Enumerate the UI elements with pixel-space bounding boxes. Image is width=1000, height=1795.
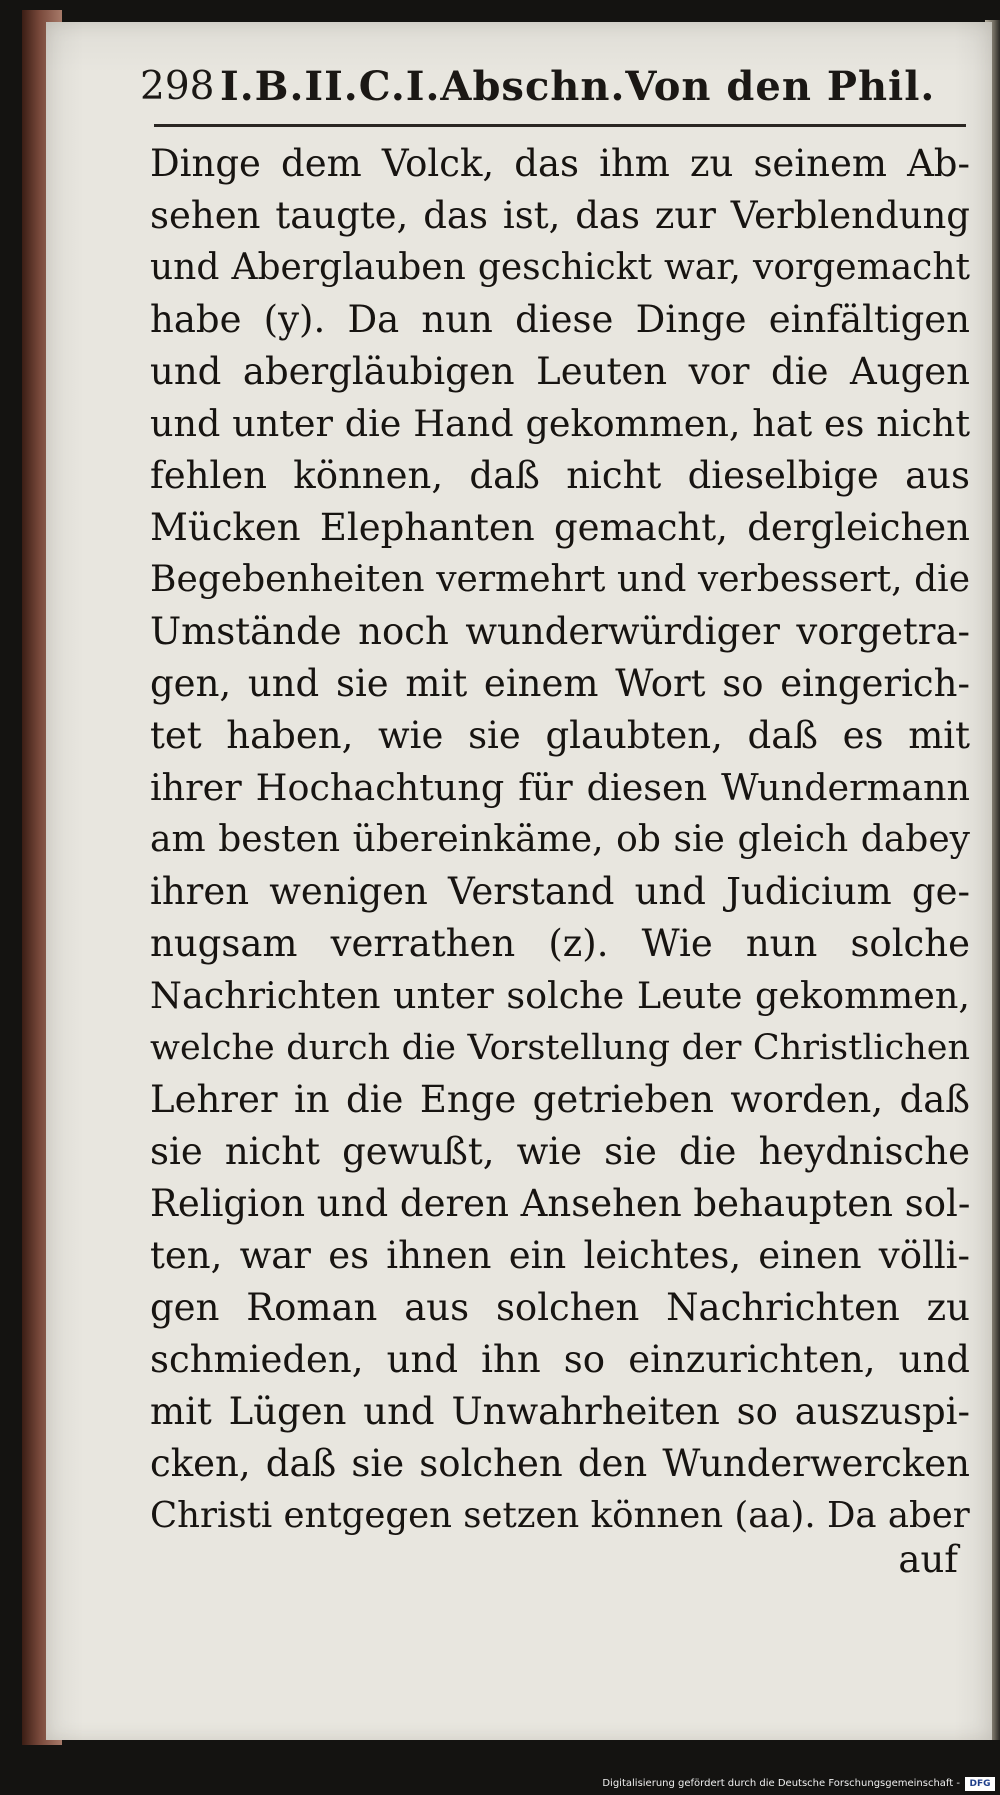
text-line: sehen taugte, das ist, das zur Verblendung bbox=[150, 194, 970, 237]
text-line: gen Roman aus solchen Nachrichten zu bbox=[150, 1286, 970, 1329]
text-line: am besten übereinkäme, ob sie gleich dabey bbox=[150, 819, 970, 860]
header-rule bbox=[154, 124, 966, 127]
text-line: mit Lügen und Unwahrheiten so auszuspi- bbox=[150, 1390, 970, 1433]
text-line: fehlen können, daß nicht dieselbige aus bbox=[150, 454, 970, 497]
text-line: Lehrer in die Enge getrieben worden, daß bbox=[150, 1078, 970, 1121]
text-line: Mücken Elephanten gemacht, dergleichen bbox=[150, 506, 970, 549]
text-line: ten, war es ihnen ein leichtes, einen völli- bbox=[150, 1234, 970, 1277]
text-line: Umstände noch wunderwürdiger vorgetra- bbox=[150, 610, 970, 653]
text-line: Religion und deren Ansehen behaupten sol- bbox=[150, 1182, 971, 1225]
text-line: nugsam verrathen (z). Wie nun solche bbox=[150, 922, 970, 965]
running-head-title: I.B.II.C.I.Abschn.Von den Phil. bbox=[220, 63, 936, 110]
text-line: ihren wenigen Verstand und Judicium ge- bbox=[150, 870, 970, 913]
text-line: schmieden, und ihn so einzurichten, und bbox=[150, 1338, 970, 1381]
text-line: cken, daß sie solchen den Wunderwercken bbox=[150, 1442, 970, 1485]
text-line: ihrer Hochachtung für diesen Wundermann bbox=[150, 766, 970, 809]
text-line: und Aberglauben geschickt war, vorgemacht bbox=[150, 247, 970, 288]
text-line: gen, und sie mit einem Wort so eingerich- bbox=[150, 662, 970, 705]
text-line: Dinge dem Volck, das ihm zu seinem Ab- bbox=[150, 142, 970, 185]
catchword: auf bbox=[898, 1538, 958, 1581]
running-head bbox=[92, 58, 964, 118]
text-line: welche durch die Vorstellung der Christlichen bbox=[150, 1028, 970, 1068]
page-number: 298 bbox=[140, 64, 215, 109]
digitization-credit: Digitalisierung gefördert durch die Deutsche Forschungsgemeinschaft - bbox=[602, 1778, 960, 1789]
text-line: habe (y). Da nun diese Dinge einfältigen bbox=[150, 298, 970, 341]
body-text bbox=[150, 138, 970, 1542]
text-line: Nachrichten unter solche Leute gekommen, bbox=[150, 974, 970, 1017]
text-line: Christi entgegen setzen können (aa). Da aber bbox=[150, 1495, 970, 1536]
text-line: Begebenheiten vermehrt und verbessert, die bbox=[150, 559, 970, 600]
text-line: und unter die Hand gekommen, hat es nicht bbox=[150, 402, 970, 445]
text-line: sie nicht gewußt, wie sie die heydnische bbox=[150, 1130, 970, 1173]
text-line: tet haben, wie sie glaubten, daß es mit bbox=[150, 714, 970, 757]
text-line: und abergläubigen Leuten vor die Augen bbox=[150, 350, 970, 393]
dfg-logo: DFG bbox=[965, 1777, 995, 1791]
